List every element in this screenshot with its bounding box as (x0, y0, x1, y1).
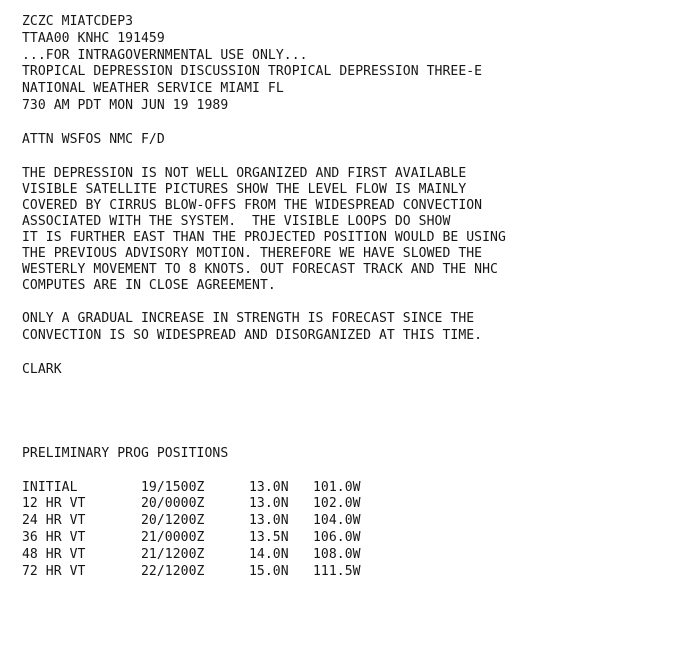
valid-time: 21/0000Z (141, 529, 205, 545)
latitude: 13.0N (249, 496, 289, 512)
longitude: 104.0W (313, 513, 361, 529)
forecast-label: 72 HR VT (22, 563, 86, 579)
paragraph-line: THE PREVIOUS ADVISORY MOTION. THEREFORE WE HAVE SLOWED THE (22, 246, 483, 262)
header-line: 730 AM PDT MON JUN 19 1989 (22, 97, 229, 113)
attention-line: ATTN WSFOS NMC F/D (22, 131, 165, 147)
paragraph-line: CONVECTION IS SO WIDESPREAD AND DISORGANIZED AT THIS TIME. (22, 328, 483, 344)
forecast-label: 12 HR VT (22, 496, 86, 512)
latitude: 13.0N (249, 479, 289, 495)
latitude: 14.0N (249, 546, 289, 562)
valid-time: 20/1200Z (141, 513, 205, 529)
paragraph-line: THE DEPRESSION IS NOT WELL ORGANIZED AND FIRST AVAILABLE (22, 165, 467, 181)
longitude: 102.0W (313, 496, 361, 512)
paragraph-line: COVERED BY CIRRUS BLOW-OFFS FROM THE WIDESPREAD CONVECTION (22, 197, 483, 213)
prog-positions-table (22, 480, 662, 581)
valid-time: 22/1200Z (141, 563, 205, 579)
longitude: 101.0W (313, 479, 361, 495)
paragraph-line: WESTERLY MOVEMENT TO 8 KNOTS. OUT FORECAST TRACK AND THE NHC (22, 262, 498, 278)
header-line: TTAA00 KNHC 191459 (22, 30, 165, 46)
paragraph-line: IT IS FURTHER EAST THAN THE PROJECTED POSITION WOULD BE USING (22, 229, 506, 245)
table-row (22, 496, 662, 513)
paragraph-line: ASSOCIATED WITH THE SYSTEM. THE VISIBLE LOOPS DO SHOW (22, 213, 451, 229)
longitude: 108.0W (313, 546, 361, 562)
bulletin-header (22, 14, 662, 115)
header-line: ...FOR INTRAGOVERNMENTAL USE ONLY... (22, 47, 308, 63)
prog-positions-title: PRELIMINARY PROG POSITIONS (22, 445, 229, 461)
discussion-paragraph (22, 166, 662, 295)
forecast-label: INITIAL (22, 479, 78, 495)
longitude: 111.5W (313, 563, 361, 579)
latitude: 13.5N (249, 529, 289, 545)
forecast-label: 24 HR VT (22, 513, 86, 529)
latitude: 15.0N (249, 563, 289, 579)
latitude: 13.0N (249, 513, 289, 529)
paragraph-line: VISIBLE SATELLITE PICTURES SHOW THE LEVEL FLOW IS MAINLY (22, 181, 467, 197)
table-row (22, 480, 662, 497)
table-row (22, 547, 662, 564)
valid-time: 19/1500Z (141, 479, 205, 495)
table-row (22, 564, 662, 581)
longitude: 106.0W (313, 529, 361, 545)
discussion-document (22, 14, 662, 580)
valid-time: 21/1200Z (141, 546, 205, 562)
forecast-label: 48 HR VT (22, 546, 86, 562)
table-row (22, 530, 662, 547)
table-row (22, 513, 662, 530)
header-line: TROPICAL DEPRESSION DISCUSSION TROPICAL DEPRESSION THREE-E (22, 64, 483, 80)
header-line: ZCZC MIATCDEP3 (22, 14, 134, 29)
paragraph-line: COMPUTES ARE IN CLOSE AGREEMENT. (22, 278, 276, 294)
valid-time: 20/0000Z (141, 496, 205, 512)
forecaster-signature: CLARK (22, 361, 62, 377)
paragraph-line: ONLY A GRADUAL INCREASE IN STRENGTH IS FORECAST SINCE THE (22, 311, 475, 327)
header-line: NATIONAL WEATHER SERVICE MIAMI FL (22, 81, 284, 97)
forecast-paragraph (22, 311, 662, 345)
forecast-label: 36 HR VT (22, 529, 86, 545)
